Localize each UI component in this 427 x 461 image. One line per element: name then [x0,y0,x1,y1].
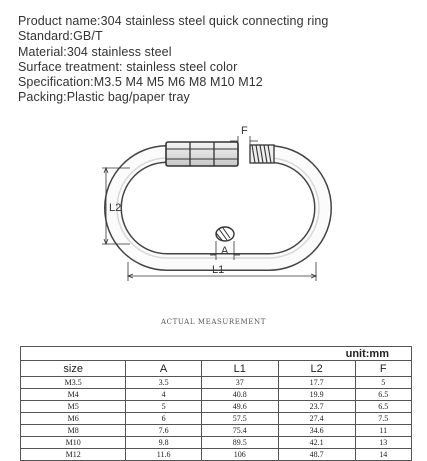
cell-size: M4 [21,389,126,401]
header-l2: L2 [278,361,355,377]
cell-l1: 89.5 [201,437,278,449]
caption-actual-measurement: ACTUAL MEASUREMENT [161,318,266,326]
cell-l2: 19.9 [278,389,355,401]
cell-f: 6.5 [355,401,411,413]
spec-standard: Standard:GB/T [18,29,103,44]
cell-a: 6 [126,413,201,425]
cell-l1: 49.6 [201,401,278,413]
cell-l2: 42.1 [278,437,355,449]
cell-size: M10 [21,437,126,449]
ring-gap [238,142,250,166]
spec-material: Material:304 stainless steel [18,44,172,59]
label-l1: L1 [212,264,225,276]
cell-l2: 17.7 [278,377,355,389]
cell-f: 11 [355,425,411,437]
spec-packing: Packing:Plastic bag/paper tray [18,90,190,105]
cell-size: M3.5 [21,377,126,389]
table-row [21,377,412,389]
cell-l1: 37 [201,377,278,389]
label-l2: L2 [109,202,122,214]
unit-label: unit:mm [21,347,412,361]
cell-size: M5 [21,401,126,413]
table-row [21,425,412,437]
cell-f: 13 [355,437,411,449]
hex-nut [166,142,238,166]
product-specs [18,14,328,106]
table-row [21,389,412,401]
table-row [21,449,412,461]
cell-a: 4 [126,389,201,401]
cell-l1: 40.8 [201,389,278,401]
cell-l1: 57.5 [201,413,278,425]
spec-surface-treatment: Surface treatment: stainless steel color [18,59,238,74]
cell-f: 5 [355,377,411,389]
cell-a: 3.5 [126,377,201,389]
threaded-end [250,145,274,163]
cell-f: 14 [355,449,411,461]
cell-size: M6 [21,413,126,425]
header-a: A [126,361,201,377]
spec-product-name: Product name:304 stainless steel quick connecting ring [18,14,329,28]
cell-l1: 106 [201,449,278,461]
cell-size: M8 [21,425,126,437]
wire-cross-section [216,227,234,241]
table-row [21,437,412,449]
cell-l2: 34.6 [278,425,355,437]
cell-a: 7.6 [126,425,201,437]
size-table [20,346,412,461]
header-l1: L1 [201,361,278,377]
cell-l2: 27.4 [278,413,355,425]
cell-size: M12 [21,449,126,461]
cell-a: 5 [126,401,201,413]
table-row [21,401,412,413]
table-unit-row [21,347,412,361]
cell-a: 11.6 [126,449,201,461]
cell-a: 9.8 [126,437,201,449]
table-row [21,413,412,425]
label-a: A [221,245,229,257]
table-header-row [21,361,412,377]
cell-l1: 75.4 [201,425,278,437]
cell-f: 6.5 [355,389,411,401]
ring-body [113,154,323,262]
quick-link-diagram [0,108,427,333]
cell-l2: 23.7 [278,401,355,413]
cell-l2: 48.7 [278,449,355,461]
spec-specification: Specification:M3.5 M4 M5 M6 M8 M10 M12 [18,75,263,90]
label-f: F [241,125,248,137]
header-f: F [355,361,411,377]
cell-f: 7.5 [355,413,411,425]
header-size: size [21,361,126,377]
